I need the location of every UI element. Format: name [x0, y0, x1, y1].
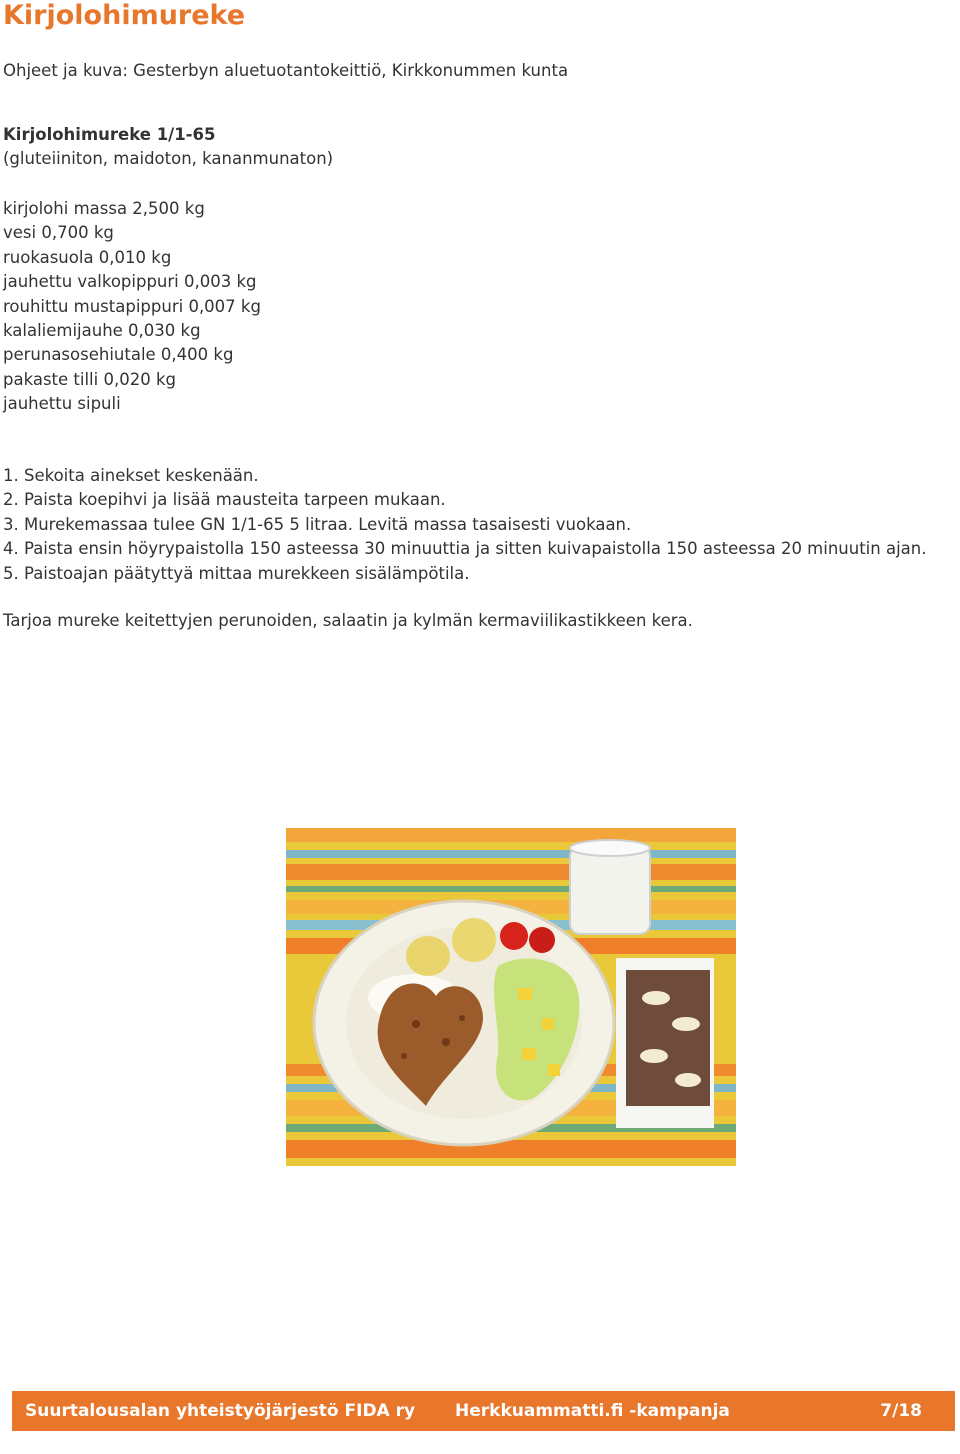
footer-page-number: 7/18: [880, 1401, 922, 1421]
ingredient-item: rouhittu mustapippuri 0,007 kg: [3, 296, 261, 316]
ingredient-item: jauhettu sipuli: [3, 394, 121, 414]
ingredient-item: vesi 0,700 kg: [3, 223, 114, 243]
ingredient-item: pakaste tilli 0,020 kg: [3, 369, 176, 389]
recipe-name: Kirjolohimureke 1/1-65: [3, 125, 216, 144]
page-title: Kirjolohimureke: [3, 0, 246, 31]
serving-suggestion: Tarjoa mureke keitettyjen perunoiden, salaatin ja kylmän kermaviilikastikkeen kera.: [3, 611, 693, 630]
ingredient-item: kalaliemijauhe 0,030 kg: [3, 321, 201, 341]
ingredient-item: ruokasuola 0,010 kg: [3, 247, 172, 267]
credits-line: Ohjeet ja kuva: Gesterbyn aluetuotantokeittiö, Kirkkonummen kunta: [3, 61, 569, 80]
instruction-step: 5. Paistoajan päätyttyä mittaa murekkeen sisälämpötila.: [3, 563, 470, 583]
footer-organization: Suurtalousalan yhteistyöjärjestö FIDA ry: [25, 1401, 416, 1421]
ingredient-item: perunasosehiutale 0,400 kg: [3, 345, 234, 365]
instruction-step: 4. Paista ensin höyrypaistolla 150 asteessa 30 minuuttia ja sitten kuivapaistolla 150 asteessa 20 minuutin ajan.: [3, 539, 927, 559]
footer-campaign: Herkkuammatti.fi -kampanja: [455, 1401, 730, 1421]
instruction-list: [3, 464, 926, 586]
dish-photo: [286, 828, 736, 1166]
recipe-note: (gluteiiniton, maidoton, kananmunaton): [3, 149, 334, 168]
ingredient-item: kirjolohi massa 2,500 kg: [3, 199, 205, 218]
page-footer: [12, 1391, 955, 1431]
instruction-step: 2. Paista koepihvi ja lisää mausteita tarpeen mukaan.: [3, 490, 446, 510]
instruction-step: 3. Murekemassaa tulee GN 1/1-65 5 litraa. Levitä massa tasaisesti vuokaan.: [3, 514, 632, 534]
ingredient-list: [3, 197, 261, 417]
ingredient-item: jauhettu valkopippuri 0,003 kg: [3, 272, 257, 292]
instruction-step: 1. Sekoita ainekset keskenään.: [3, 466, 259, 485]
